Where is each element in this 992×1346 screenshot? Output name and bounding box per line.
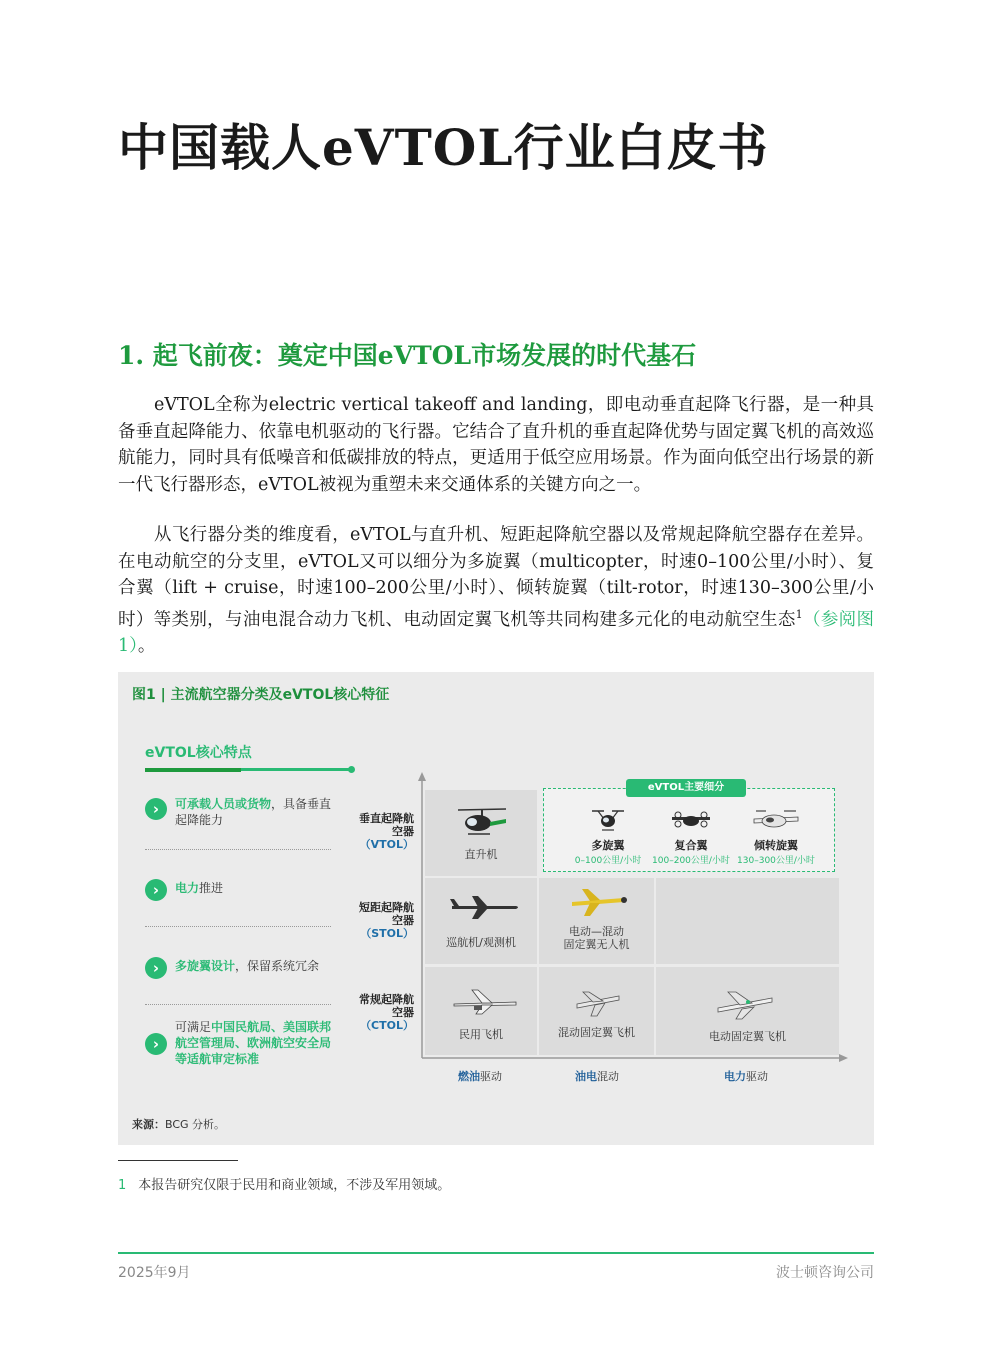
evtol-type-name: 复合翼 [674,839,708,852]
divider [145,1004,331,1005]
evtol-type-name: 倾转旋翼 [754,839,798,852]
footnote: 1 本报告研究仅限于民用和商业领域，不涉及军用领域。 [118,1178,451,1193]
paragraph-intro: eVTOL全称为electric vertical takeoff and landing，即电动垂直起降飞行器，是一种具备垂直起降能力、依靠电机驱动的飞行器。它结合了直升机的垂直起降优势与固定翼飞机的高效巡航能力，同时具有低噪音和低碳排放的特点，更适用于低空应用场景。作为面向低空出行场景的新一代飞行器形态，eVTOL被视为重塑未来交通体系的关键方向之一。 [118,395,874,495]
cell-cruise [425,878,537,964]
feature-item: › 多旋翼设计，保留系统冗余 [145,955,335,981]
evtol-type-speed: 130–300公里/小时 [737,856,815,866]
feature-item: › 电力推进 [145,877,335,903]
helicopter-icon [456,805,508,839]
footnote-divider [118,1160,238,1161]
x-axis-label-electric: 电力驱动 [724,1070,768,1083]
hybrid-uav-icon [568,886,628,920]
caption-cruise: 巡航机/观测机 [446,936,516,949]
feature-item: › 可满足中国民航局、美国联邦航空管理局、欧洲航空安全局等适航审定标准 [145,1019,335,1073]
chevron-right-icon: › [145,879,167,901]
x-axis-label-hybrid: 油电混动 [575,1070,619,1083]
caption-civil: 民用飞机 [459,1028,503,1041]
features-underline-dot [348,766,355,773]
compound-wing-icon [670,807,712,831]
features-heading: eVTOL核心特点 [145,745,252,761]
row-label-vtol: 垂直起降航空器 （VTOL） [359,812,414,851]
footer-divider [118,1252,874,1254]
divider [145,926,331,927]
cell-empty [656,878,839,964]
caption-electric-fixed: 电动固定翼飞机 [709,1030,786,1043]
x-axis-label-fuel: 燃油驱动 [458,1070,502,1083]
figure-source: 来源：BCG 分析。 [132,1118,226,1131]
tilt-rotor-icon [750,805,802,833]
footnote-marker[interactable]: 1 [795,607,803,621]
evtol-segment-tag: eVTOL主要细分 [626,779,746,797]
section-heading: 1. 起飞前夜：奠定中国eVTOL市场发展的时代基石 [118,341,697,370]
civil-aircraft-icon [452,986,518,1016]
evtol-type-name: 多旋翼 [591,839,625,852]
figure-title: 图1 | 主流航空器分类及eVTOL核心特征 [132,687,390,703]
footer-date: 2025年9月 [118,1265,191,1281]
feature-item: › 可承载人员或货物，具备垂直起降能力 [145,796,335,836]
row-label-ctol: 常规起降航空器 （CTOL） [359,993,414,1032]
paragraph-classification: 从飞行器分类的维度看，eVTOL与直升机、短距起降航空器以及常规起降航空器存在差异。在电动航空的分支里，eVTOL又可以细分为多旋翼（multicopter，时速0–100公里/小时）、复合翼（lift + cruise，时速100–200公里/小时）、倾转旋翼（tilt-rotor，时速130–300公里/小时）等类别，与油电混合动力飞机、电动固定翼飞机等共同构建多元化的电动航空生态$^1$（参阅图1）。 [118,525,875,656]
figure-reference-link[interactable]: （参阅图1） [118,609,875,656]
hybrid-fixed-wing-icon [573,986,623,1020]
features-underline-accent [145,768,241,772]
document-title: 中国载人eVTOL行业白皮书 [118,118,769,177]
chevron-right-icon: › [145,798,167,820]
evtol-type-speed: 0–100公里/小时 [574,856,642,866]
chevron-right-icon: › [145,957,167,979]
electric-fixed-wing-icon [714,988,776,1020]
multicopter-icon [588,805,628,833]
cruise-aircraft-icon [448,894,522,920]
caption-hybrid-fixed: 混动固定翼飞机 [558,1026,635,1039]
figure-1 [118,672,874,1145]
chevron-right-icon: › [145,1033,167,1055]
caption-hybrid-uav: 电动—混动 固定翼无人机 [563,925,630,951]
divider [145,849,331,850]
footer-publisher: 波士顿咨询公司 [776,1265,874,1281]
caption-helicopter: 直升机 [464,848,498,861]
row-label-stol: 短距起降航空器 （STOL） [359,901,414,940]
evtol-type-speed: 100–200公里/小时 [652,856,730,866]
